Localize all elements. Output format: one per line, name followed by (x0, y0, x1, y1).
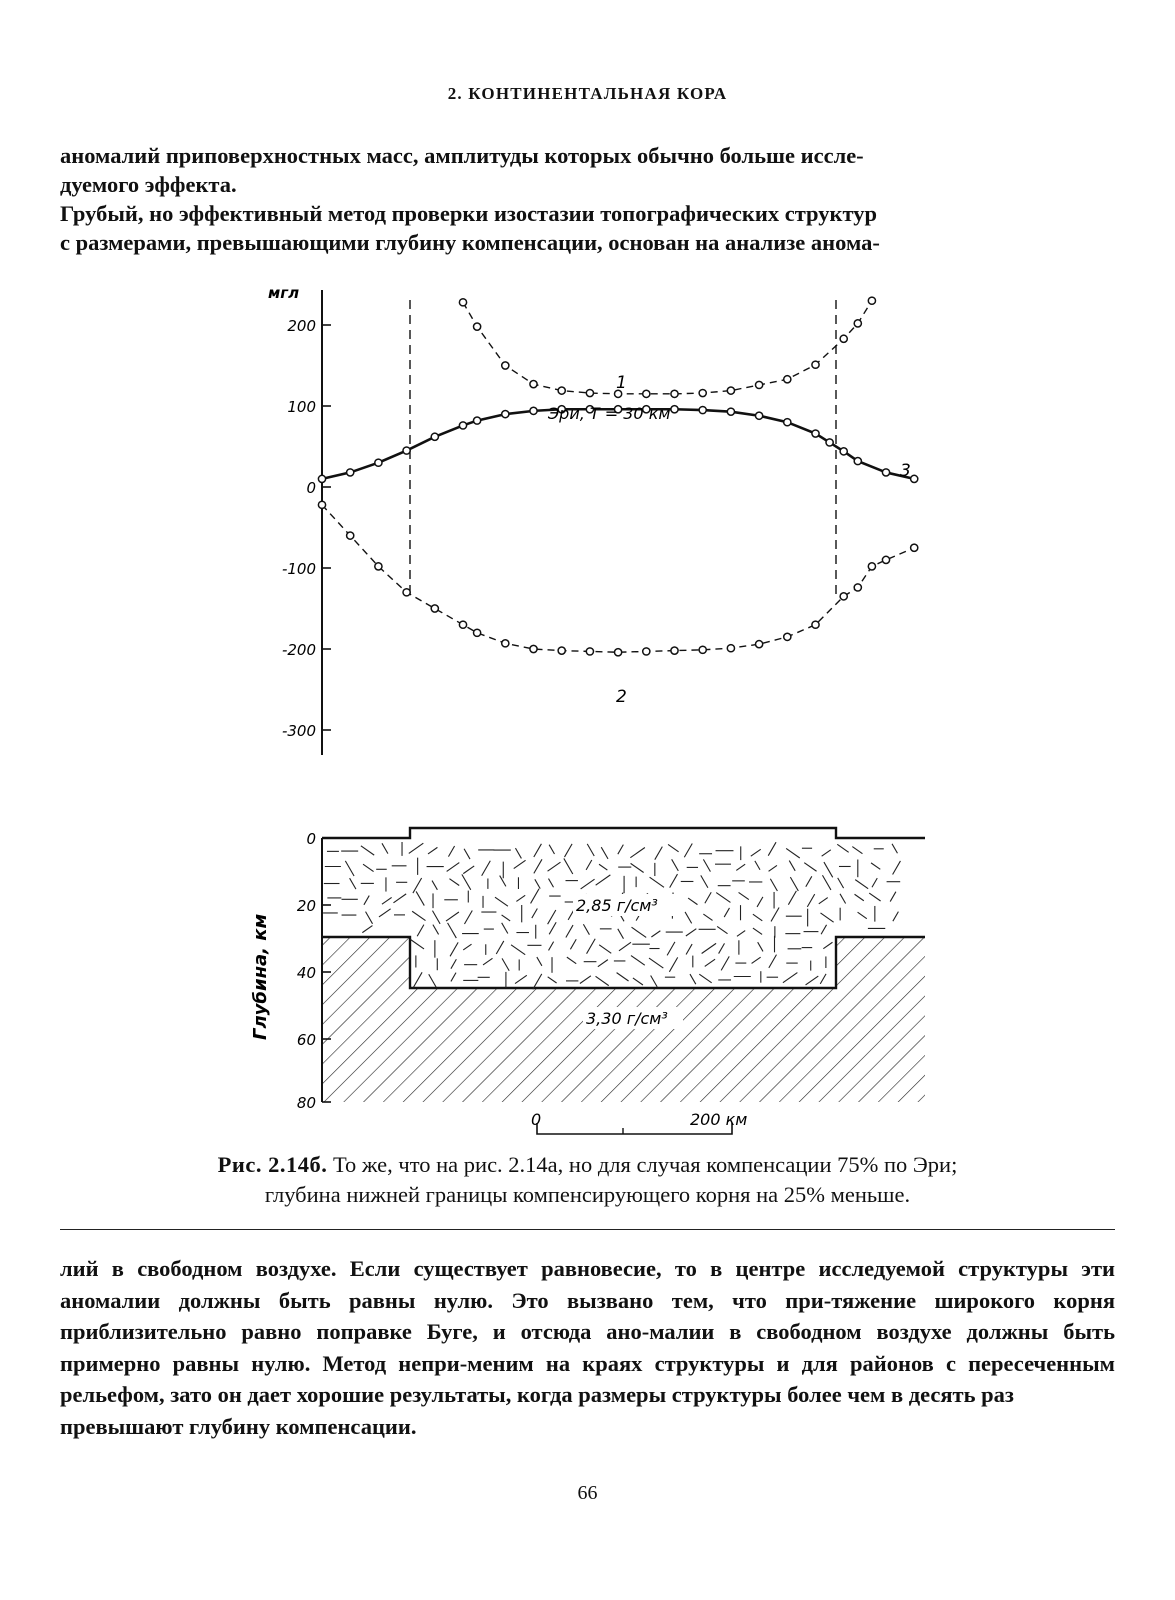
series-point-2 (474, 629, 481, 636)
crust-dash (549, 922, 556, 934)
series-point-3 (459, 422, 466, 429)
crust-dash (840, 894, 846, 904)
series-line-2 (322, 505, 914, 652)
crust-dash (495, 897, 508, 906)
crust-dash (686, 929, 696, 936)
series-point-1 (840, 335, 847, 342)
crust-dash (580, 976, 591, 984)
series-point-2 (854, 584, 861, 591)
crust-dash (570, 939, 576, 949)
paragraph-line-last: дуемого эффекта. (60, 172, 237, 197)
crust-dash (345, 861, 354, 876)
crust-dash (534, 844, 542, 857)
series-point-2 (868, 563, 875, 570)
series-point-3 (502, 411, 509, 418)
crust-dash (515, 975, 527, 983)
depth-axis-label: Глубина, км (250, 913, 271, 1040)
series-point-3 (727, 408, 734, 415)
crust-dash (650, 877, 664, 887)
series-point-1 (756, 381, 763, 388)
crust-dash (890, 892, 896, 902)
crust-dash (893, 861, 901, 875)
crust-dash (366, 912, 373, 924)
crust-dash (516, 895, 525, 901)
depth-tick-label: 60 (296, 1031, 316, 1049)
series-point-2 (558, 647, 565, 654)
crust-dash (596, 976, 609, 985)
crust-dash (631, 863, 644, 872)
series-point-1 (459, 299, 466, 306)
crust-dash (852, 847, 862, 854)
crust-dash (482, 861, 491, 876)
crust-dash (363, 864, 374, 871)
anomaly-tick-label: -100 (281, 560, 316, 578)
crust-dash (669, 957, 677, 971)
crust-dash (719, 943, 725, 953)
crust-dash (448, 846, 454, 857)
series-point-2 (812, 621, 819, 628)
crust-dash (789, 861, 795, 871)
crust-dash (413, 972, 422, 987)
crust-dash (496, 941, 504, 954)
crust-dash (409, 843, 424, 853)
series-point-1 (854, 320, 861, 327)
paragraph-line: аномалий приповерхностных масс, амплитуды которых обычно больше иссле- (60, 143, 864, 168)
running-header: 2. КОНТИНЕНТАЛЬНАЯ КОРА (447, 84, 728, 103)
crust-dash (806, 976, 819, 985)
crust-dash (535, 879, 540, 888)
crust-dash (463, 944, 471, 950)
crust-dash (433, 925, 439, 935)
model-label: Эри, T = 30 км (548, 404, 671, 423)
crust-dash (514, 860, 526, 868)
crust-dash (837, 844, 848, 852)
crust-dash (549, 845, 554, 854)
anomaly-axis (268, 284, 331, 755)
crust-dash (790, 877, 798, 891)
anomaly-tick-label: -300 (281, 722, 316, 740)
crust-dash (630, 848, 645, 858)
series-point-2 (911, 544, 918, 551)
series-point-1 (671, 390, 678, 397)
crust-dash (769, 955, 777, 968)
crust-dash (717, 926, 727, 933)
topography-line (322, 828, 925, 838)
crust-dash (502, 915, 511, 921)
crust-dash (688, 898, 697, 905)
series-point-2 (318, 501, 325, 508)
crust-dash (413, 878, 422, 893)
series-point-1 (586, 389, 593, 396)
crust-dash (361, 846, 374, 855)
crust-dash (534, 859, 542, 873)
crust-dash (855, 894, 864, 900)
series-point-1 (784, 376, 791, 383)
series-point-2 (727, 645, 734, 652)
series-point-3 (812, 430, 819, 437)
crust-dash (382, 897, 392, 904)
scale-bar (531, 1110, 747, 1134)
series-point-2 (784, 633, 791, 640)
depth-section (250, 828, 925, 1134)
crust-dash (618, 929, 624, 939)
crust-dash (892, 844, 897, 853)
crust-dash (701, 875, 708, 887)
crust-dash (786, 848, 800, 858)
series-point-3 (530, 407, 537, 414)
crust-dash (599, 864, 607, 870)
series-point-2 (375, 563, 382, 570)
crust-dash (631, 956, 645, 966)
crust-dash (502, 923, 508, 934)
series-point-3 (375, 459, 382, 466)
crust-dash (601, 847, 608, 859)
crust-dash (869, 893, 880, 901)
crust-dash (752, 957, 761, 963)
depth-tick-label: 0 (306, 830, 316, 848)
anomaly-tick-label: 200 (287, 317, 316, 335)
curve-label-1: 1 (616, 373, 627, 393)
crust-dash (619, 942, 631, 950)
crust-dash (823, 942, 832, 948)
crust-dash (822, 850, 831, 856)
crust-dash (532, 908, 538, 918)
crust-dash (819, 898, 828, 904)
series-point-1 (502, 362, 509, 369)
series-point-3 (403, 447, 410, 454)
anomaly-tick-label: -200 (281, 641, 316, 659)
series-point-2 (431, 605, 438, 612)
anomaly-axis-unit: мгл (268, 284, 300, 302)
crust-dash (632, 927, 647, 937)
series-point-1 (699, 389, 706, 396)
series-point-2 (347, 532, 354, 539)
crust-dash (703, 859, 710, 871)
crust-dash (838, 878, 844, 888)
crust-dash (739, 892, 749, 899)
crust-dash (463, 866, 474, 874)
series-point-3 (826, 439, 833, 446)
scale-end-label: 200 км (690, 1110, 748, 1129)
crust-dash (548, 879, 553, 888)
crust-dash (758, 942, 763, 951)
crust-dash (364, 896, 369, 905)
crust-dash (655, 847, 663, 860)
crust-dash (566, 925, 573, 937)
crust-dash (446, 912, 459, 921)
crust-dash (599, 945, 611, 953)
crust-dash (432, 881, 437, 890)
series-point-3 (854, 457, 861, 464)
crust-dash (649, 958, 663, 968)
crust-dash (583, 924, 589, 934)
crust-dash (587, 844, 594, 856)
series-point-3 (431, 433, 438, 440)
crust-dash (393, 894, 406, 903)
crust-dash (410, 939, 424, 949)
crust-dash (416, 891, 424, 905)
crust-dash (685, 912, 692, 923)
crust-dash (724, 908, 729, 917)
crust-dash (736, 864, 745, 870)
crust-dash (581, 879, 595, 889)
crust-dash (451, 959, 456, 968)
series-point-2 (615, 649, 622, 656)
crust-dash (568, 911, 573, 920)
crust-dash (548, 977, 557, 983)
crust-dash (617, 973, 629, 981)
crust-dash (824, 862, 833, 877)
series-point-2 (459, 621, 466, 628)
crust-dash (871, 863, 880, 869)
series-point-3 (911, 475, 918, 482)
crust-dash (855, 880, 868, 889)
crust-dash (822, 875, 830, 890)
crust-dash (751, 849, 761, 856)
crust-dash (483, 958, 492, 965)
crust-dash (511, 945, 525, 955)
crust-dash (771, 908, 779, 922)
crust-dash (412, 911, 425, 920)
series-point-1 (727, 387, 734, 394)
depth-tick-label: 20 (296, 897, 316, 915)
series-point-2 (699, 646, 706, 653)
crust-dash (428, 847, 437, 854)
series-point-3 (882, 469, 889, 476)
crust-dash (721, 956, 729, 970)
crust-dash (807, 894, 814, 907)
crust-dash (804, 863, 816, 872)
crust-dash (450, 942, 458, 956)
crust-dash (770, 879, 777, 891)
crust-dash (753, 928, 762, 934)
series-point-3 (671, 406, 678, 413)
crust-dash (451, 973, 456, 982)
series-line-1 (463, 301, 872, 394)
series-point-2 (502, 640, 509, 647)
page-number: 66 (577, 1482, 598, 1504)
crust-dash (464, 849, 470, 859)
crust-dash (702, 943, 716, 953)
crust-dash (564, 844, 572, 857)
crust-dash (670, 874, 678, 888)
scale-start-label: 0 (531, 1110, 542, 1129)
paragraph-line: Грубый, но эффективный метод проверки изостазии топографических структур (60, 201, 877, 226)
crust-dash (755, 861, 760, 870)
mantle-density-label: 3,30 г/см³ (586, 1009, 668, 1028)
series-point-2 (643, 648, 650, 655)
crust-dash (668, 844, 679, 851)
series-point-2 (882, 556, 889, 563)
crust-dash (549, 942, 554, 951)
crust-dash (806, 876, 812, 886)
series-point-2 (756, 641, 763, 648)
crust-dash (586, 860, 592, 870)
series-point-3 (756, 412, 763, 419)
crust-dash (769, 865, 777, 871)
curve-label-2: 2 (616, 687, 627, 707)
crust-dash (548, 862, 561, 871)
depth-tick-label: 40 (296, 964, 316, 982)
series-point-3 (840, 448, 847, 455)
series-point-1 (643, 390, 650, 397)
crust-dash (703, 914, 712, 920)
crust-dash (768, 842, 776, 855)
crust-dash (429, 974, 437, 987)
anomaly-curves (318, 297, 917, 656)
crust-dash (858, 912, 867, 918)
crust-dash (820, 913, 833, 922)
crust-dash (788, 891, 796, 905)
crust-density-label: 2,85 г/см³ (576, 896, 658, 915)
curve-label-3: 3 (900, 461, 911, 481)
crust-dash (531, 889, 539, 904)
crust-dash (449, 879, 459, 886)
crust-dash (548, 910, 556, 924)
crust-dash (737, 931, 745, 937)
crust-dash (447, 863, 460, 872)
series-point-3 (474, 417, 481, 424)
series-point-1 (474, 323, 481, 330)
series-point-3 (318, 475, 325, 482)
crust-dash (618, 845, 624, 855)
crust-dash (362, 926, 372, 933)
crust-dash (537, 957, 542, 966)
series-point-1 (530, 381, 537, 388)
section-divider (60, 1229, 1115, 1230)
crust-dash (757, 897, 763, 907)
series-point-2 (530, 645, 537, 652)
series-point-2 (671, 647, 678, 654)
crust-dash (382, 843, 388, 853)
crust-dash (462, 874, 471, 889)
series-point-2 (403, 589, 410, 596)
crust-dash (502, 958, 509, 970)
crust-dash (672, 859, 679, 871)
crust-dash (699, 974, 711, 983)
crust-dash (716, 893, 730, 903)
crust-dash (379, 909, 391, 917)
crust-dash (417, 925, 424, 937)
series-point-3 (347, 469, 354, 476)
crust-dash (350, 878, 356, 889)
crust-dash (783, 973, 797, 983)
crust-dash (684, 843, 692, 857)
series-point-2 (840, 593, 847, 600)
crust-dash (893, 912, 899, 922)
moho-boundary (322, 937, 925, 988)
crust-dash (464, 910, 472, 924)
paragraph-continuation: лий в свободном воздухе. Если существует равновесие, то в центре исследуемой структуры эти аномалии должны быть равны нулю. Это вызвано тем, что при-тяжение широкого корня приблизительно равно поправке Буге, и отсюда ано-малии в свободном воздухе должны быть примерно равны нулю. Метод непри-меним на краях структуры и для районов с пересеченным рельефом, зато он дает хорошие результаты, когда размеры структуры более чем в десять раз превышают глубину компенсации. (60, 1256, 1115, 1439)
crust-dash (651, 976, 658, 987)
crust-dash (686, 944, 692, 954)
crust-dash (690, 974, 696, 984)
crust-dash (753, 914, 762, 921)
crust-dash (587, 939, 596, 954)
crust-dash (705, 892, 711, 903)
crust-dash (872, 878, 877, 887)
crust-dash (515, 848, 521, 858)
crust-dash (596, 875, 611, 885)
series-point-2 (586, 648, 593, 655)
crust-dash (448, 923, 457, 938)
anomaly-tick-label: 0 (306, 479, 316, 497)
figure-caption: Рис. 2.14б. То же, что на рис. 2.14а, но для случая компенсации 75% по Эри; глубина нижней границы компенсирующего корня на 25% меньше. (217, 1152, 958, 1207)
series-point-3 (699, 406, 706, 413)
crust-dash (705, 959, 715, 966)
series-point-1 (812, 361, 819, 368)
series-point-1 (558, 387, 565, 394)
paragraph-line-last: с размерами, превышающими глубину компенсации, основан на анализе анома- (60, 230, 880, 255)
crust-dash (667, 942, 675, 955)
crust-dash (432, 911, 440, 924)
crust-dash (567, 957, 576, 964)
crust-dash (564, 858, 573, 874)
series-point-3 (784, 419, 791, 426)
crust-dash (820, 974, 826, 984)
crust-dash (633, 978, 643, 985)
crust-dash (821, 925, 826, 934)
series-point-1 (868, 297, 875, 304)
anomaly-tick-label: 100 (287, 398, 316, 416)
depth-tick-label: 80 (296, 1094, 316, 1112)
crust-dash (598, 960, 608, 967)
crust-dash (651, 931, 660, 937)
